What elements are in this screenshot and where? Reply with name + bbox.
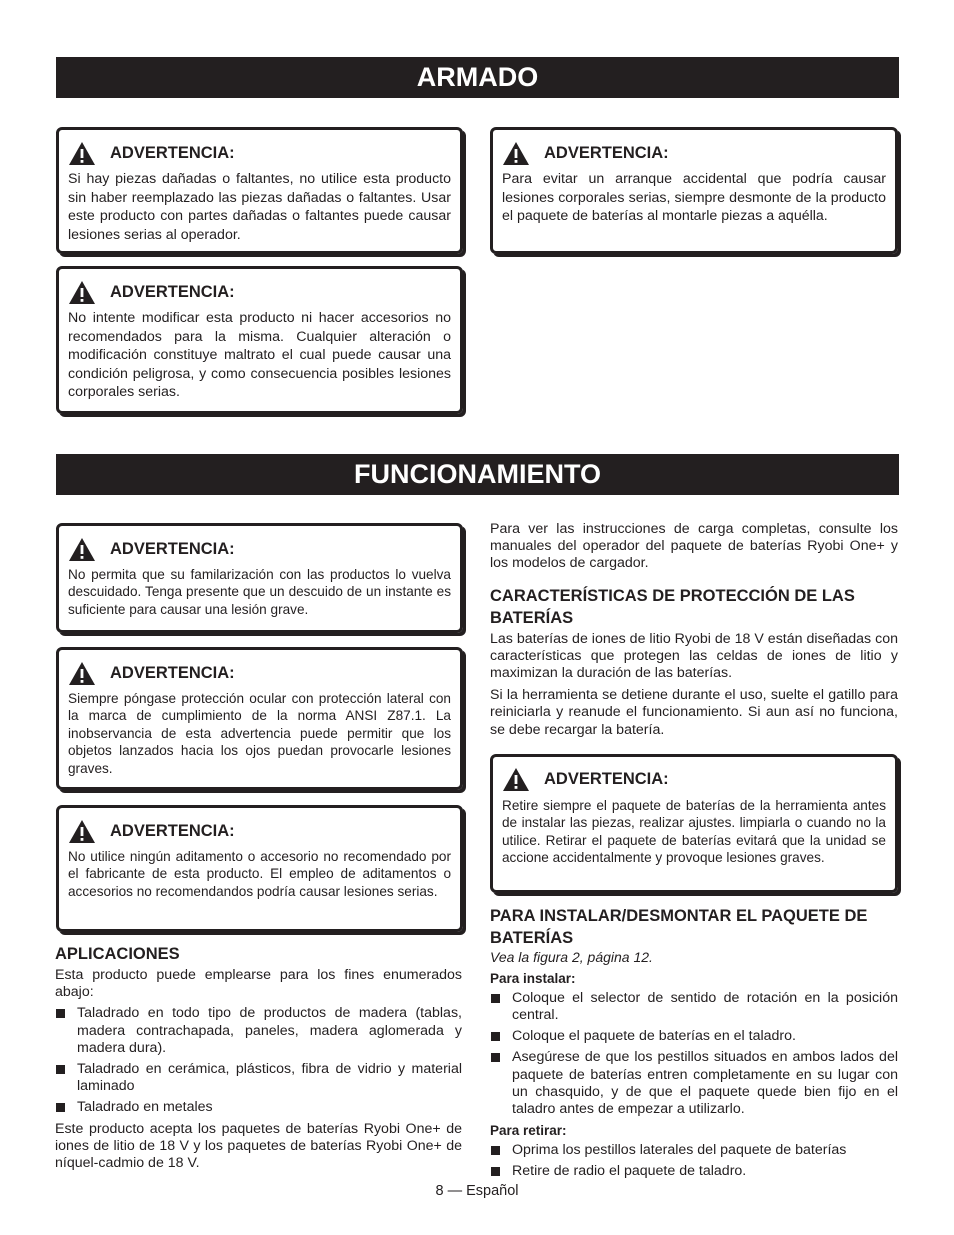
list-item: Oprima los pestillos laterales del paquete de baterías (490, 1142, 898, 1159)
aplicaciones-intro: Esta producto puede emplearse para los fines enumerados abajo: (55, 967, 462, 1001)
proteccion-paragraph: Las baterías de iones de litio Ryobi de 18 V están diseñadas con características que protegen las celdas de iones de litio y maximizan la duración de las baterías. (490, 630, 898, 682)
list-item: Coloque el paquete de baterías en el taladro. (490, 1028, 898, 1045)
figure-reference: Vea la figura 2, página 12. (490, 948, 653, 965)
bullet-square-icon (491, 994, 500, 1003)
warning-text: No permita que su familarización con las productos lo vuelva descuidado. Tenga presente que un descuido de un instante es suficiente para causar una lesión grave. (68, 567, 451, 617)
warning-title: ADVERTENCIA: (544, 770, 669, 789)
carga-paragraph: Para ver las instrucciones de carga completas, consulte los manuales del operador del paquete de baterías Ryobi One+ y los modelos de cargador. (490, 521, 898, 572)
bullet-square-icon (56, 1009, 65, 1018)
warning-title: ADVERTENCIA: (110, 143, 235, 162)
bullet-square-icon (491, 1032, 500, 1041)
warning-triangle-icon (502, 141, 530, 166)
warning-text: No utilice ningún aditamento o accesorio no recomendado por el fabricante de esta producto. El empleo de aditamentos o accesorios no recomendandos podría causar lesiones serias. (68, 849, 451, 899)
warning-triangle-icon (68, 661, 96, 686)
warning-box (490, 127, 898, 254)
bullet-square-icon (491, 1146, 500, 1155)
list-item: Taladrado en cerámica, plásticos, fibra de vidrio y material laminado (55, 1061, 462, 1095)
remove-label: Para retirar: (490, 1123, 567, 1139)
aplicaciones-outro: Este producto acepta los paquetes de baterías Ryobi One+ de iones de litio de 18 V y los paquetes de baterías Ryobi One+ de níquel-cadmio de 18 V. (55, 1120, 462, 1172)
warning-title: ADVERTENCIA: (110, 663, 235, 682)
page-footer: 8 — Español (435, 1183, 519, 1199)
bullet-square-icon (56, 1065, 65, 1074)
aplicaciones-section (55, 943, 462, 1172)
warning-text: Si hay piezas dañadas o faltantes, no utilice esta producto sin haber reemplazado las piezas dañadas o faltantes. Usar este producto con partes dañadas o faltantes puede causar lesiones serias al operador. (68, 171, 451, 243)
warning-box (56, 127, 463, 254)
warning-title: ADVERTENCIA: (110, 282, 235, 301)
instalar-heading: PARA INSTALAR/DESMONTAR EL PAQUETE DE BATERÍAS (490, 906, 868, 947)
list-item: Taladrado en todo tipo de productos de madera (tablas, madera contrachapada, paneles, madera aglomerada y madera dura). (55, 1005, 462, 1057)
warning-title: ADVERTENCIA: (110, 539, 235, 558)
warning-text: No intente modificar esta producto ni hacer accesorios no recomendados para la misma. Cualquier alteración o modificación constituye maltrato el cual puede causar una condición peligrosa, y como consecuencia posibles lesiones corporales serias. (68, 310, 451, 401)
warning-title: ADVERTENCIA: (110, 821, 235, 840)
warning-triangle-icon (68, 819, 96, 844)
warning-triangle-icon (68, 280, 96, 305)
warning-box (56, 523, 463, 633)
right-column (490, 521, 898, 1181)
warning-box (56, 647, 463, 790)
aplicaciones-heading: APLICACIONES (55, 945, 180, 963)
section-banner-funcionamiento: FUNCIONAMIENTO (56, 454, 899, 495)
warning-text: Siempre póngase protección ocular con protección lateral con la marca de cumplimiento de la norma ANSI Z87.1. La inobservancia de esta advertencia puede permitir que los objetos lanzados hacia los ojos puedan provocarle lesiones graves. (68, 691, 451, 776)
proteccion-paragraph: Si la herramienta se detiene durante el uso, suelte el gatillo para reiniciarla y reanude el funcionamiento. Si aun así no funciona, se debe recargar la batería. (490, 687, 898, 738)
section-banner-armado: ARMADO (56, 57, 899, 98)
proteccion-heading: CARACTERÍSTICAS DE PROTECCIÓN DE LAS BATERÍAS (490, 586, 855, 627)
warning-triangle-icon (68, 141, 96, 166)
warning-text: Para evitar un arranque accidental que podría causar lesiones corporales serias, siempre desmonte de la producto el paquete de baterías al montarle piezas a aquélla. (502, 171, 886, 225)
list-item: Asegúrese de que los pestillos situados en ambos lados del paquete de baterías entren completamente en su lugar con un chasquido, y de que el paquete quede bien fijo en el taladro antes de empezar a utilizarlo. (490, 1049, 898, 1118)
warning-box (56, 805, 463, 932)
bullet-square-icon (491, 1167, 500, 1176)
bullet-square-icon (56, 1103, 65, 1112)
list-item: Retire de radio el paquete de taladro. (490, 1163, 898, 1180)
warning-box (56, 266, 463, 414)
warning-triangle-icon (68, 537, 96, 562)
warning-box (490, 754, 898, 893)
warning-triangle-icon (502, 767, 530, 792)
list-item: Coloque el selector de sentido de rotación en la posición central. (490, 990, 898, 1024)
install-label: Para instalar: (490, 970, 576, 986)
warning-title: ADVERTENCIA: (544, 143, 669, 162)
warning-text: Retire siempre el paquete de baterías de la herramienta antes de instalar las piezas, realizar ajustes. limpiarla o cuando no la utilice. Retirar el paquete de baterías evitará que la unidad se accione accidentalmente y provoque lesiones graves. (502, 797, 886, 866)
list-item: Taladrado en metales (55, 1099, 462, 1116)
bullet-square-icon (491, 1053, 500, 1062)
